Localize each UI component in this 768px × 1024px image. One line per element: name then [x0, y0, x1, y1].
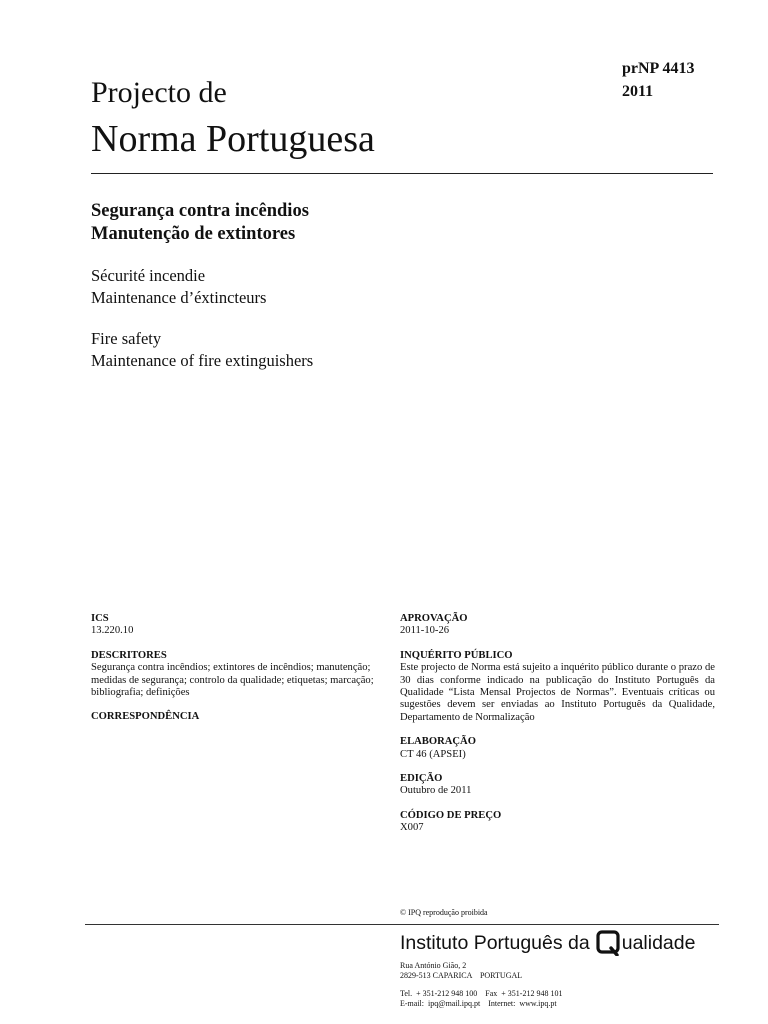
title-en-line2: Maintenance of fire extinguishers: [91, 350, 314, 370]
descritores-value: Segurança contra incêndios; extintores de incêndios; manutenção; medidas de segurança; controlo da qualidade; etiquetas; marcação; bibliografia; definições: [91, 662, 374, 699]
correspondencia-block: [91, 711, 376, 723]
correspondencia-label: CORRESPONDÊNCIA: [91, 711, 200, 723]
q-logo-icon: [596, 930, 622, 956]
document-title: Norma Portuguesa: [91, 118, 375, 160]
top-divider: [91, 173, 713, 174]
codigo-preco-block: [400, 810, 715, 835]
address-line2: 2829-513 CAPARICA PORTUGAL: [400, 971, 523, 980]
elaboracao-block: [400, 736, 715, 761]
descritores-label: DESCRITORES: [91, 649, 167, 661]
title-english: [91, 328, 313, 371]
codigo-preco-value: X007: [400, 822, 424, 834]
title-fr-line1: Sécurité incendie: [91, 266, 206, 285]
institute-name-end: ualidade: [621, 932, 696, 954]
project-heading: Projecto de: [91, 76, 227, 109]
edicao-value: Outubro de 2011: [400, 785, 472, 797]
contact-email-web: E-mail: ipq@mail.ipq.pt Internet: www.ipq.pt: [400, 999, 557, 1008]
standard-reference: [622, 57, 694, 103]
institute-name-text: Instituto Português da: [400, 932, 590, 954]
metadata-right-column: [400, 613, 715, 847]
institute-address: [400, 961, 522, 981]
title-pt-line2: Manutenção de extintores: [91, 224, 296, 244]
ics-block: [91, 613, 376, 638]
inquerito-block: [400, 650, 715, 724]
edicao-block: [400, 773, 715, 798]
aprovacao-value: 2011-10-26: [400, 625, 450, 637]
title-fr-line2: Maintenance d’éxtincteurs: [91, 287, 267, 307]
elaboracao-label: ELABORAÇÃO: [400, 736, 476, 748]
codigo-preco-label: CÓDIGO DE PREÇO: [400, 809, 502, 821]
institute-name: [400, 929, 695, 957]
title-pt-line1: Segurança contra incêndios: [91, 201, 309, 221]
title-portuguese: [91, 200, 309, 246]
address-line1: Rua António Gião, 2: [400, 961, 467, 970]
title-en-line1: Fire safety: [91, 329, 162, 348]
inquerito-label: INQUÉRITO PÚBLICO: [400, 649, 513, 661]
standard-number: prNP 4413: [622, 60, 695, 77]
metadata-left-column: [91, 613, 376, 736]
aprovacao-block: [400, 613, 715, 638]
standard-year: 2011: [622, 83, 654, 100]
edicao-label: EDIÇÃO: [400, 773, 443, 785]
institute-contact: [400, 989, 562, 1009]
contact-phone-fax: Tel. + 351-212 948 100 Fax + 351-212 948 101: [400, 989, 563, 998]
descritores-block: [91, 650, 376, 700]
elaboracao-value: CT 46 (APSEI): [400, 748, 466, 760]
bottom-divider: [85, 924, 719, 925]
inquerito-value: Este projecto de Norma está sujeito a inquérito público durante o prazo de 30 dias conforme indicado na publicação do Instituto Português da Qualidade “Lista Mensal Projectos de Normas”. Eventuais críticas ou sugestões devem ser enviadas ao Instituto Português da Qualidade, Departamento de Normalização: [400, 662, 715, 723]
copyright-notice: © IPQ reprodução proibida: [400, 908, 488, 917]
ics-value: 13.220.10: [91, 625, 134, 637]
ics-label: ICS: [91, 613, 109, 624]
aprovacao-label: APROVAÇÃO: [400, 613, 468, 624]
title-french: [91, 265, 266, 308]
